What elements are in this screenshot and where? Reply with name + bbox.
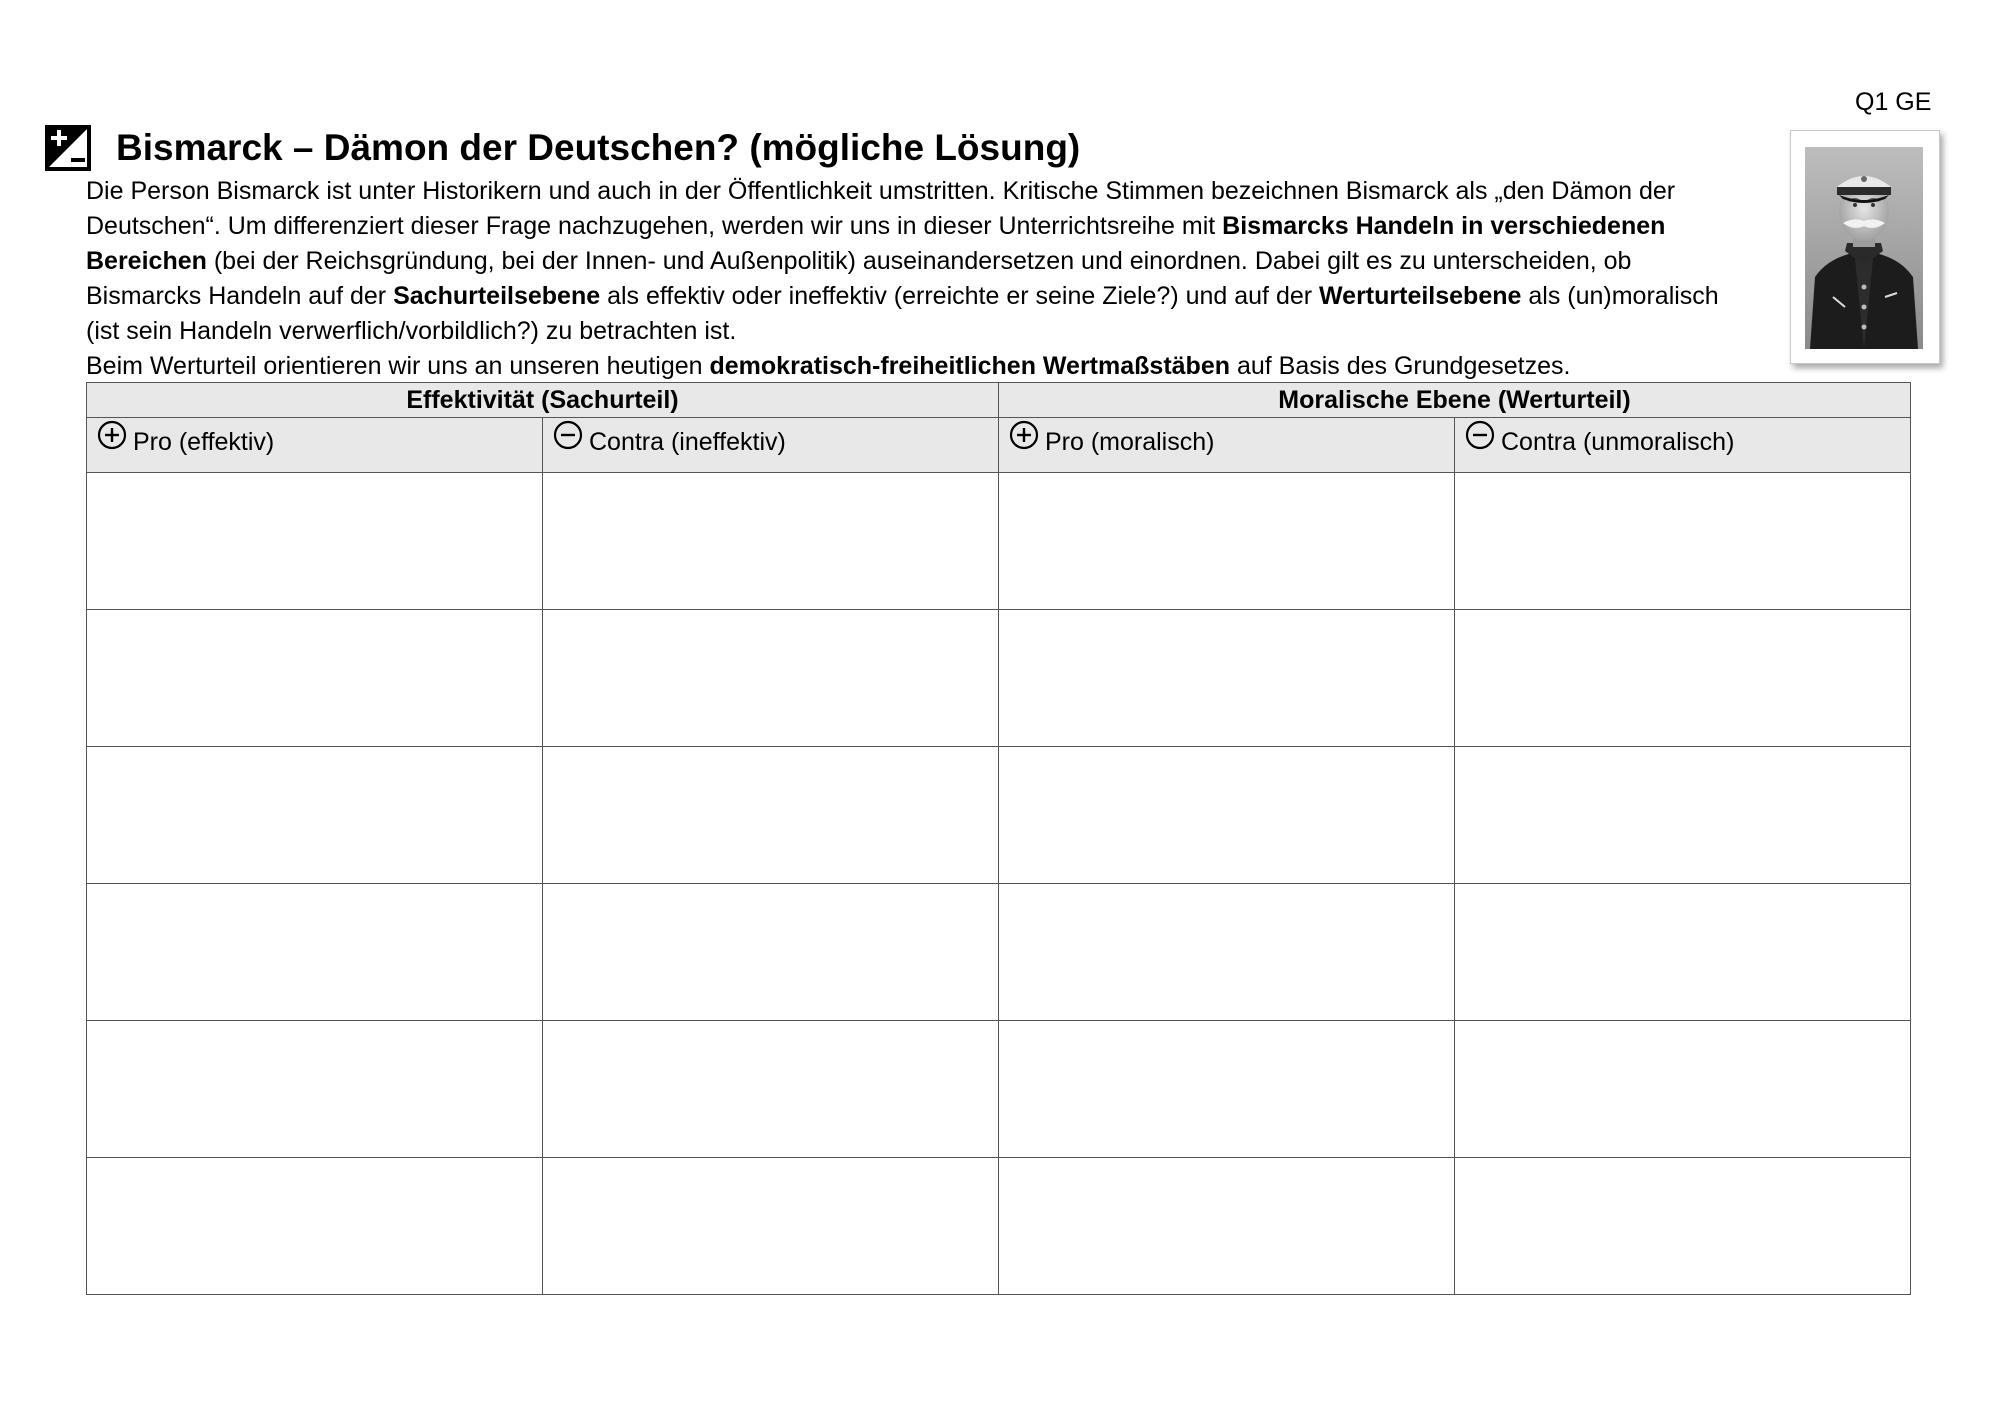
table-cell[interactable] xyxy=(543,1158,999,1295)
intro-text-run: (bei der Reichsgründung, bei der Innen- und Außenpolitik) auseinandersetzen und einordnen. Dabei gilt es zu unterscheiden, ob Bismarcks Handeln auf der xyxy=(86,247,1632,310)
evaluation-table xyxy=(86,382,1911,1295)
minus-circle-icon xyxy=(1465,420,1495,450)
table-row xyxy=(87,610,1911,747)
plus-circle-icon xyxy=(1009,420,1039,450)
intro-text-run: als effektiv oder ineffektiv (erreichte er seine Ziele?) und auf der xyxy=(600,282,1320,310)
table-cell[interactable] xyxy=(87,747,543,884)
minus-circle-icon xyxy=(553,420,583,450)
table-cell[interactable] xyxy=(1455,884,1911,1021)
column-label: Contra (unmoralisch) xyxy=(1501,428,1735,456)
column-label: Pro (moralisch) xyxy=(1045,428,1215,456)
column-header-pro-moral xyxy=(999,418,1455,473)
table-cell[interactable] xyxy=(1455,1021,1911,1158)
column-header-pro-effective xyxy=(87,418,543,473)
table-cell[interactable] xyxy=(543,610,999,747)
column-header-contra-immoral xyxy=(1455,418,1911,473)
table-cell[interactable] xyxy=(1455,1158,1911,1295)
task-icon xyxy=(44,124,92,172)
table-cell[interactable] xyxy=(999,884,1455,1021)
table-cell[interactable] xyxy=(999,1021,1455,1158)
table-cell[interactable] xyxy=(1455,610,1911,747)
bismarck-portrait xyxy=(1790,130,1940,364)
column-header-contra-ineffective xyxy=(543,418,999,473)
table-cell[interactable] xyxy=(87,1021,543,1158)
table-cell[interactable] xyxy=(87,473,543,610)
table-cell[interactable] xyxy=(543,1021,999,1158)
plus-circle-icon xyxy=(97,420,127,450)
intro-text xyxy=(86,174,1751,384)
table-cell[interactable] xyxy=(1455,473,1911,610)
bismarck-portrait-photo xyxy=(1805,147,1923,349)
group-header-effectiveness: Effektivität (Sachurteil) xyxy=(87,383,999,418)
intro-paragraph-2 xyxy=(86,349,1751,384)
table-row xyxy=(87,1021,1911,1158)
intro-text-run: als (un)moralisch (ist sein Handeln verwerflich/vorbildlich?) zu betrachten ist. xyxy=(86,282,1719,345)
intro-emphasis: Werturteilsebene xyxy=(1319,282,1522,310)
group-header-row xyxy=(87,383,1911,418)
intro-emphasis: Sachurteilsebene xyxy=(393,282,601,310)
column-header-row xyxy=(87,418,1911,473)
intro-text-run: Die Person Bismarck ist unter Historikern und auch in der Öffentlichkeit umstritten. Kritische Stimmen bezeichnen Bismarck als „den Dämon der Deutschen“. Um differenziert dieser Frage nachzugehen, werden wir uns in dieser Unterrichtsreihe mit xyxy=(86,177,1676,240)
table-cell[interactable] xyxy=(543,747,999,884)
table-cell[interactable] xyxy=(543,473,999,610)
table-cell[interactable] xyxy=(87,610,543,747)
table-cell[interactable] xyxy=(999,610,1455,747)
column-label: Pro (effektiv) xyxy=(133,428,275,456)
intro-emphasis: demokratisch-freiheitlichen Wertmaßstäben xyxy=(709,352,1230,380)
table-row xyxy=(87,1158,1911,1295)
intro-paragraph-1 xyxy=(86,174,1751,349)
page-title: Bismarck – Dämon der Deutschen? (mögliche Lösung) xyxy=(116,127,1081,168)
table-cell[interactable] xyxy=(87,884,543,1021)
intro-text-run: Beim Werturteil orientieren wir uns an unseren heutigen xyxy=(86,352,710,380)
table-cell[interactable] xyxy=(87,1158,543,1295)
title-row xyxy=(44,124,1080,172)
table-cell[interactable] xyxy=(999,1158,1455,1295)
table-row xyxy=(87,747,1911,884)
table-cell[interactable] xyxy=(999,747,1455,884)
table-cell[interactable] xyxy=(999,473,1455,610)
table-cell[interactable] xyxy=(1455,747,1911,884)
table-row xyxy=(87,884,1911,1021)
table-row xyxy=(87,473,1911,610)
group-header-morality: Moralische Ebene (Werturteil) xyxy=(999,383,1911,418)
course-code: Q1 GE xyxy=(1855,88,1932,116)
table-cell[interactable] xyxy=(543,884,999,1021)
intro-emphasis: Bismarcks Handeln in verschiedenen Bereichen xyxy=(86,212,1666,275)
column-label: Contra (ineffektiv) xyxy=(589,428,786,456)
intro-text-run: auf Basis des Grundgesetzes. xyxy=(1230,352,1571,380)
